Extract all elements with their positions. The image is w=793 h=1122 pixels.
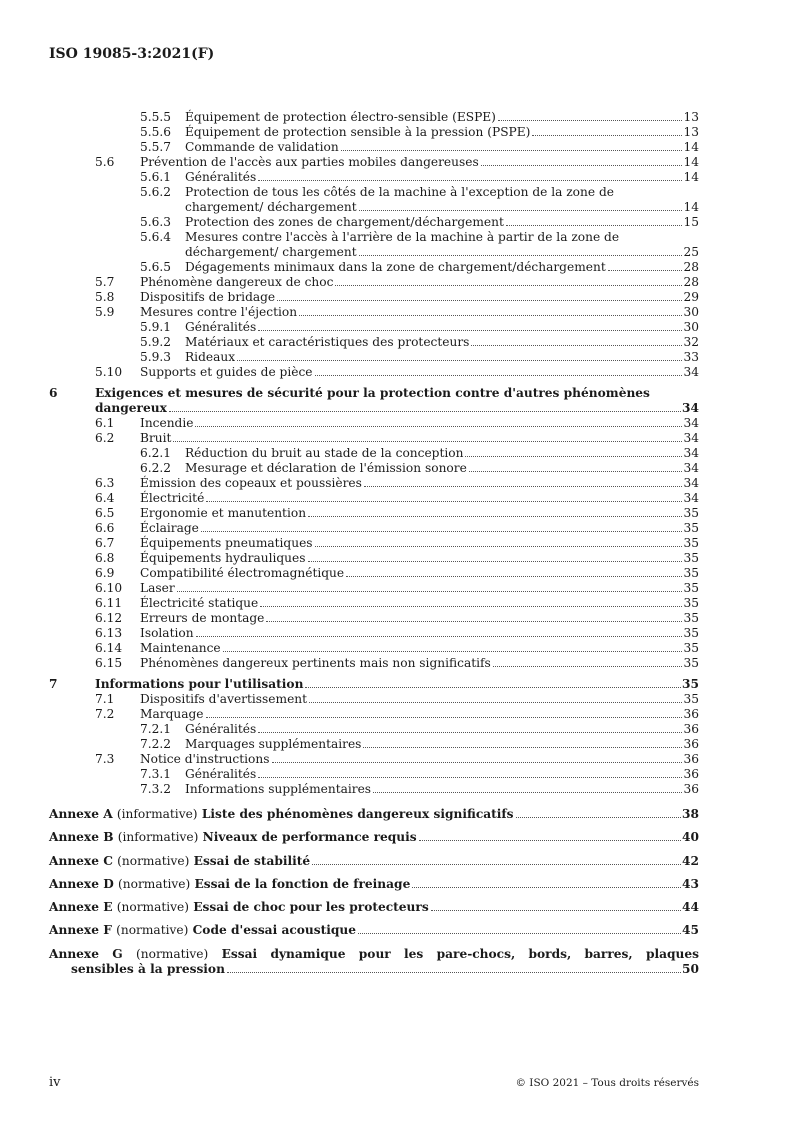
toc-page: 14 xyxy=(683,155,699,169)
dot-leader xyxy=(465,456,682,457)
toc-page: 44 xyxy=(682,900,699,915)
toc-entry-5-5-6[interactable] xyxy=(49,125,699,140)
toc-label: Maintenance xyxy=(140,641,221,655)
toc-entry-5-6[interactable] xyxy=(49,155,699,170)
toc-label: Incendie xyxy=(140,416,194,430)
toc-page: 32 xyxy=(683,335,699,349)
dot-leader xyxy=(419,840,681,841)
dot-leader xyxy=(359,255,683,256)
toc-page: 36 xyxy=(683,767,699,781)
toc-entry-5-6-1[interactable] xyxy=(49,170,699,185)
toc-page: 14 xyxy=(683,200,699,214)
toc-entry-5-9[interactable] xyxy=(49,305,699,320)
toc-entry-7-3-2[interactable] xyxy=(49,782,699,797)
toc-page: 45 xyxy=(682,923,699,938)
toc-entry-5-6-5[interactable] xyxy=(49,260,699,275)
annex-status: (normative) xyxy=(116,923,189,938)
toc-page: 29 xyxy=(683,290,699,304)
toc-page: 43 xyxy=(682,876,699,891)
toc-entry-5-9-3[interactable] xyxy=(49,350,699,365)
toc-entry-6-5[interactable] xyxy=(49,506,699,521)
toc-number: 7.2.1 xyxy=(140,722,172,736)
toc-label: Équipement de protection électro-sensible (ESPE) xyxy=(185,110,496,124)
toc-label: Erreurs de montage xyxy=(140,611,265,625)
toc-page: 40 xyxy=(682,830,699,845)
toc-entry-6-7[interactable] xyxy=(49,536,699,551)
dot-leader xyxy=(516,817,682,818)
dot-leader xyxy=(312,864,681,865)
toc-label: Informations supplémentaires xyxy=(185,782,372,796)
dot-leader xyxy=(359,210,683,211)
dot-leader xyxy=(471,345,682,346)
toc-entry-7-2-2[interactable] xyxy=(49,737,699,752)
annex-status: (informative) xyxy=(117,830,199,845)
page-number: iv xyxy=(49,1075,61,1090)
toc-label-line1: Exigences et mesures de sécurité pour la protection contre d'autres phénomènes xyxy=(95,386,650,400)
annex-title-line2: sensibles à la pression xyxy=(71,961,225,976)
toc-number: 6 xyxy=(49,386,58,400)
toc-label: Isolation xyxy=(140,626,194,640)
toc-label: Généralités xyxy=(185,170,257,184)
annex-title: Code d'essai acoustique xyxy=(192,923,357,938)
dot-leader xyxy=(498,120,683,121)
dot-leader xyxy=(481,165,683,166)
toc-page: 50 xyxy=(682,961,699,976)
toc-entry-6-9[interactable] xyxy=(49,566,699,581)
toc-label: Généralités xyxy=(185,320,257,334)
toc-number: 7.3.2 xyxy=(140,782,172,796)
dot-leader xyxy=(258,330,682,331)
toc-number: 6.2.1 xyxy=(140,446,172,460)
toc-page: 34 xyxy=(683,476,699,490)
toc-label: Bruit xyxy=(140,431,172,445)
table-of-contents xyxy=(49,110,699,977)
toc-label: Phénomènes dangereux pertinents mais non significatifs xyxy=(140,656,491,670)
toc-page: 42 xyxy=(682,853,699,868)
toc-number: 6.2 xyxy=(95,431,115,445)
dot-leader xyxy=(258,732,682,733)
toc-number: 7.2.2 xyxy=(140,737,172,751)
dot-leader xyxy=(195,426,682,427)
toc-entry-5-10[interactable] xyxy=(49,365,699,380)
toc-page: 34 xyxy=(683,416,699,430)
toc-page: 36 xyxy=(683,737,699,751)
dot-leader xyxy=(363,747,682,748)
toc-label: Réduction du bruit au stade de la conception xyxy=(185,446,464,460)
dot-leader xyxy=(493,666,683,667)
toc-label: Notice d'instructions xyxy=(140,752,270,766)
annex-title: Essai de la fonction de freinage xyxy=(194,876,411,891)
toc-number: 5.9.2 xyxy=(140,335,172,349)
dot-leader xyxy=(309,702,682,703)
toc-entry-6-2-1[interactable] xyxy=(49,446,699,461)
toc-label: Ergonomie et manutention xyxy=(140,506,307,520)
toc-label-line2: dangereux xyxy=(95,401,167,415)
toc-entry-5-8[interactable] xyxy=(49,290,699,305)
dot-leader xyxy=(272,762,683,763)
document-id: ISO 19085-3:2021(F) xyxy=(49,46,215,62)
toc-label: Émission des copeaux et poussières xyxy=(140,476,362,490)
toc-entry-6-14[interactable] xyxy=(49,641,699,656)
toc-page: 35 xyxy=(683,611,699,625)
toc-label-line1: Mesures contre l'accès à l'arrière de la machine à partir de la zone de xyxy=(185,230,620,244)
toc-page: 15 xyxy=(683,215,699,229)
toc-page: 36 xyxy=(683,707,699,721)
toc-number: 6.9 xyxy=(95,566,115,580)
toc-annex-a[interactable] xyxy=(49,807,699,822)
dot-leader xyxy=(308,561,683,562)
toc-number: 6.2.2 xyxy=(140,461,172,475)
toc-label: Supports et guides de pièce xyxy=(140,365,313,379)
dot-leader xyxy=(169,411,681,412)
toc-page: 30 xyxy=(683,320,699,334)
dot-leader xyxy=(315,546,683,547)
toc-number: 6.12 xyxy=(95,611,123,625)
toc-number: 5.6.1 xyxy=(140,170,172,184)
toc-label: Équipement de protection sensible à la pression (PSPE) xyxy=(185,125,531,139)
toc-number: 7.3 xyxy=(95,752,115,766)
toc-entry-5-6-4[interactable] xyxy=(49,230,699,260)
annex-name: Annexe F xyxy=(49,923,112,938)
toc-number: 5.5.7 xyxy=(140,140,172,154)
toc-label: Marquage xyxy=(140,707,204,721)
dot-leader xyxy=(315,375,683,376)
toc-entry-6-2[interactable] xyxy=(49,431,699,446)
toc-entry-6-10[interactable] xyxy=(49,581,699,596)
dot-leader xyxy=(227,972,681,973)
toc-number: 6.13 xyxy=(95,626,123,640)
toc-label: Informations pour l'utilisation xyxy=(95,677,304,691)
toc-page: 14 xyxy=(683,140,699,154)
toc-label: Matériaux et caractéristiques des protecteurs xyxy=(185,335,470,349)
toc-number: 7 xyxy=(49,677,58,691)
toc-entry-7-2-1[interactable] xyxy=(49,722,699,737)
toc-number: 5.6.2 xyxy=(140,185,172,199)
toc-number: 6.6 xyxy=(95,521,115,535)
annex-title: Niveaux de performance requis xyxy=(202,830,417,845)
toc-entry-7[interactable] xyxy=(49,677,699,692)
toc-page: 13 xyxy=(683,110,699,124)
annex-name: Annexe E xyxy=(49,900,113,915)
toc-entry-6-15[interactable] xyxy=(49,656,699,671)
toc-label: Commande de validation xyxy=(185,140,339,154)
toc-label: Marquages supplémentaires xyxy=(185,737,362,751)
toc-page: 35 xyxy=(683,506,699,520)
toc-number: 6.7 xyxy=(95,536,115,550)
toc-number: 5.7 xyxy=(95,275,115,289)
annex-name: Annexe D xyxy=(49,876,114,891)
annex-status: (normative) xyxy=(136,946,209,961)
toc-page: 36 xyxy=(683,782,699,796)
dot-leader xyxy=(277,300,682,301)
toc-entry-6-11[interactable] xyxy=(49,596,699,611)
toc-label: Laser xyxy=(140,581,175,595)
dot-leader xyxy=(299,315,682,316)
toc-entry-6-6[interactable] xyxy=(49,521,699,536)
dot-leader xyxy=(335,285,682,286)
toc-page: 35 xyxy=(683,551,699,565)
toc-entry-6-2-2[interactable] xyxy=(49,461,699,476)
dot-leader xyxy=(412,887,681,888)
toc-label: Éclairage xyxy=(140,521,199,535)
toc-number: 5.6.4 xyxy=(140,230,172,244)
toc-entry-6[interactable] xyxy=(49,386,699,416)
toc-number: 6.5 xyxy=(95,506,115,520)
toc-label: Dispositifs d'avertissement xyxy=(140,692,308,706)
toc-number: 6.1 xyxy=(95,416,115,430)
annex-status: (normative) xyxy=(116,900,189,915)
toc-label: Électricité xyxy=(140,491,205,505)
toc-entry-6-4[interactable] xyxy=(49,491,699,506)
toc-number: 5.6.3 xyxy=(140,215,172,229)
toc-label: Dispositifs de bridage xyxy=(140,290,276,304)
toc-page: 35 xyxy=(683,641,699,655)
dot-leader xyxy=(237,360,682,361)
toc-page: 35 xyxy=(683,596,699,610)
toc-page: 28 xyxy=(683,260,699,274)
toc-number: 7.2 xyxy=(95,707,115,721)
dot-leader xyxy=(266,621,682,622)
dot-leader xyxy=(196,636,683,637)
toc-entry-5-6-2[interactable] xyxy=(49,185,699,215)
toc-entry-7-3-1[interactable] xyxy=(49,767,699,782)
toc-label: Dégagements minimaux dans la zone de chargement/déchargement xyxy=(185,260,606,274)
toc-number: 5.9.1 xyxy=(140,320,172,334)
dot-leader xyxy=(258,180,682,181)
dot-leader xyxy=(469,471,683,472)
toc-page: 35 xyxy=(683,626,699,640)
dot-leader xyxy=(305,687,681,688)
toc-page: 30 xyxy=(683,305,699,319)
toc-page: 34 xyxy=(683,446,699,460)
toc-label-line2: chargement/ déchargement xyxy=(185,200,357,214)
dot-leader xyxy=(532,135,682,136)
dot-leader xyxy=(346,576,682,577)
toc-number: 5.9.3 xyxy=(140,350,172,364)
dot-leader xyxy=(341,150,683,151)
dot-leader xyxy=(177,591,683,592)
toc-entry-5-9-1[interactable] xyxy=(49,320,699,335)
toc-page: 35 xyxy=(683,581,699,595)
toc-label: Rideaux xyxy=(185,350,236,364)
toc-number: 7.1 xyxy=(95,692,115,706)
annex-status: (informative) xyxy=(116,807,198,821)
toc-page: 35 xyxy=(683,566,699,580)
toc-entry-6-12[interactable] xyxy=(49,611,699,626)
dot-leader xyxy=(173,441,682,442)
toc-page: 35 xyxy=(682,677,699,691)
toc-entry-7-1[interactable] xyxy=(49,692,699,707)
toc-page: 25 xyxy=(683,245,699,259)
dot-leader xyxy=(223,651,683,652)
toc-label: Phénomène dangereux de choc xyxy=(140,275,334,289)
toc-annex-d[interactable] xyxy=(49,877,699,892)
toc-page: 38 xyxy=(682,807,699,821)
toc-page: 34 xyxy=(683,431,699,445)
toc-entry-5-5-7[interactable] xyxy=(49,140,699,155)
toc-page: 35 xyxy=(683,521,699,535)
dot-leader xyxy=(364,486,683,487)
toc-number: 5.8 xyxy=(95,290,115,304)
toc-page: 34 xyxy=(683,491,699,505)
toc-number: 6.14 xyxy=(95,641,123,655)
toc-entry-5-6-3[interactable] xyxy=(49,215,699,230)
toc-label: Mesurage et déclaration de l'émission sonore xyxy=(185,461,467,475)
dot-leader xyxy=(431,910,681,911)
dot-leader xyxy=(258,777,682,778)
toc-page: 13 xyxy=(683,125,699,139)
toc-annex-e[interactable] xyxy=(49,900,699,915)
toc-entry-5-5-5[interactable] xyxy=(49,110,699,125)
toc-label-line1: Protection de tous les côtés de la machine à l'exception de la zone de xyxy=(185,185,614,199)
annex-status: (normative) xyxy=(118,876,191,891)
toc-number: 6.10 xyxy=(95,581,123,595)
toc-label: Mesures contre l'éjection xyxy=(140,305,298,319)
toc-page: 35 xyxy=(683,656,699,670)
toc-number: 7.3.1 xyxy=(140,767,172,781)
toc-number: 5.5.6 xyxy=(140,125,172,139)
toc-number: 6.4 xyxy=(95,491,115,505)
annex-name: Annexe G xyxy=(49,946,123,961)
toc-label: Compatibilité électromagnétique xyxy=(140,566,345,580)
toc-entry-5-7[interactable] xyxy=(49,275,699,290)
toc-number: 5.10 xyxy=(95,365,123,379)
toc-annex-c[interactable] xyxy=(49,854,699,869)
toc-entry-5-9-2[interactable] xyxy=(49,335,699,350)
annex-name: Annexe B xyxy=(49,830,114,845)
dot-leader xyxy=(506,225,683,226)
toc-page: 14 xyxy=(683,170,699,184)
toc-page: 34 xyxy=(683,461,699,475)
toc-number: 5.9 xyxy=(95,305,115,319)
annex-name: Annexe C xyxy=(49,853,113,868)
toc-entry-6-3[interactable] xyxy=(49,476,699,491)
annex-name: Annexe A xyxy=(49,807,113,821)
toc-label-line2: déchargement/ chargement xyxy=(185,245,357,259)
toc-entry-6-8[interactable] xyxy=(49,551,699,566)
toc-label: Généralités xyxy=(185,767,257,781)
toc-page: 35 xyxy=(683,692,699,706)
toc-page: 34 xyxy=(682,401,699,415)
toc-number: 6.15 xyxy=(95,656,123,670)
toc-page: 34 xyxy=(683,365,699,379)
toc-number: 5.5.5 xyxy=(140,110,172,124)
dot-leader xyxy=(206,717,683,718)
toc-annex-g[interactable] xyxy=(49,947,699,977)
annex-status: (normative) xyxy=(117,853,190,868)
toc-entry-6-13[interactable] xyxy=(49,626,699,641)
toc-entry-7-2[interactable] xyxy=(49,707,699,722)
toc-annex-f[interactable] xyxy=(49,923,699,938)
toc-annex-b[interactable] xyxy=(49,830,699,845)
toc-label: Prévention de l'accès aux parties mobiles dangereuses xyxy=(140,155,479,169)
toc-label: Généralités xyxy=(185,722,257,736)
dot-leader xyxy=(373,792,682,793)
toc-entry-6-1[interactable] xyxy=(49,416,699,431)
toc-label: Équipements pneumatiques xyxy=(140,536,313,550)
toc-number: 5.6 xyxy=(95,155,115,169)
toc-number: 6.3 xyxy=(95,476,115,490)
dot-leader xyxy=(358,933,681,934)
annex-title: Liste des phénomènes dangereux significatifs xyxy=(201,807,514,821)
dot-leader xyxy=(206,501,682,502)
toc-label: Équipements hydrauliques xyxy=(140,551,306,565)
dot-leader xyxy=(308,516,682,517)
toc-page: 33 xyxy=(683,350,699,364)
copyright-notice: © ISO 2021 – Tous droits réservés xyxy=(515,1077,699,1089)
toc-label: Électricité statique xyxy=(140,596,259,610)
toc-page: 28 xyxy=(683,275,699,289)
toc-number: 5.6.5 xyxy=(140,260,172,274)
annex-title: Essai de stabilité xyxy=(193,853,311,868)
toc-entry-7-3[interactable] xyxy=(49,752,699,767)
dot-leader xyxy=(201,531,683,532)
toc-label: Protection des zones de chargement/déchargement xyxy=(185,215,504,229)
toc-number: 6.8 xyxy=(95,551,115,565)
toc-page: 35 xyxy=(683,536,699,550)
toc-number: 6.11 xyxy=(95,596,123,610)
dot-leader xyxy=(608,270,683,271)
annex-title-line1: Essai dynamique pour les pare-chocs, bords, barres, plaques xyxy=(221,946,700,961)
toc-page: 36 xyxy=(683,722,699,736)
toc-page: 36 xyxy=(683,752,699,766)
annex-title: Essai de choc pour les protecteurs xyxy=(193,900,429,915)
dot-leader xyxy=(260,606,682,607)
